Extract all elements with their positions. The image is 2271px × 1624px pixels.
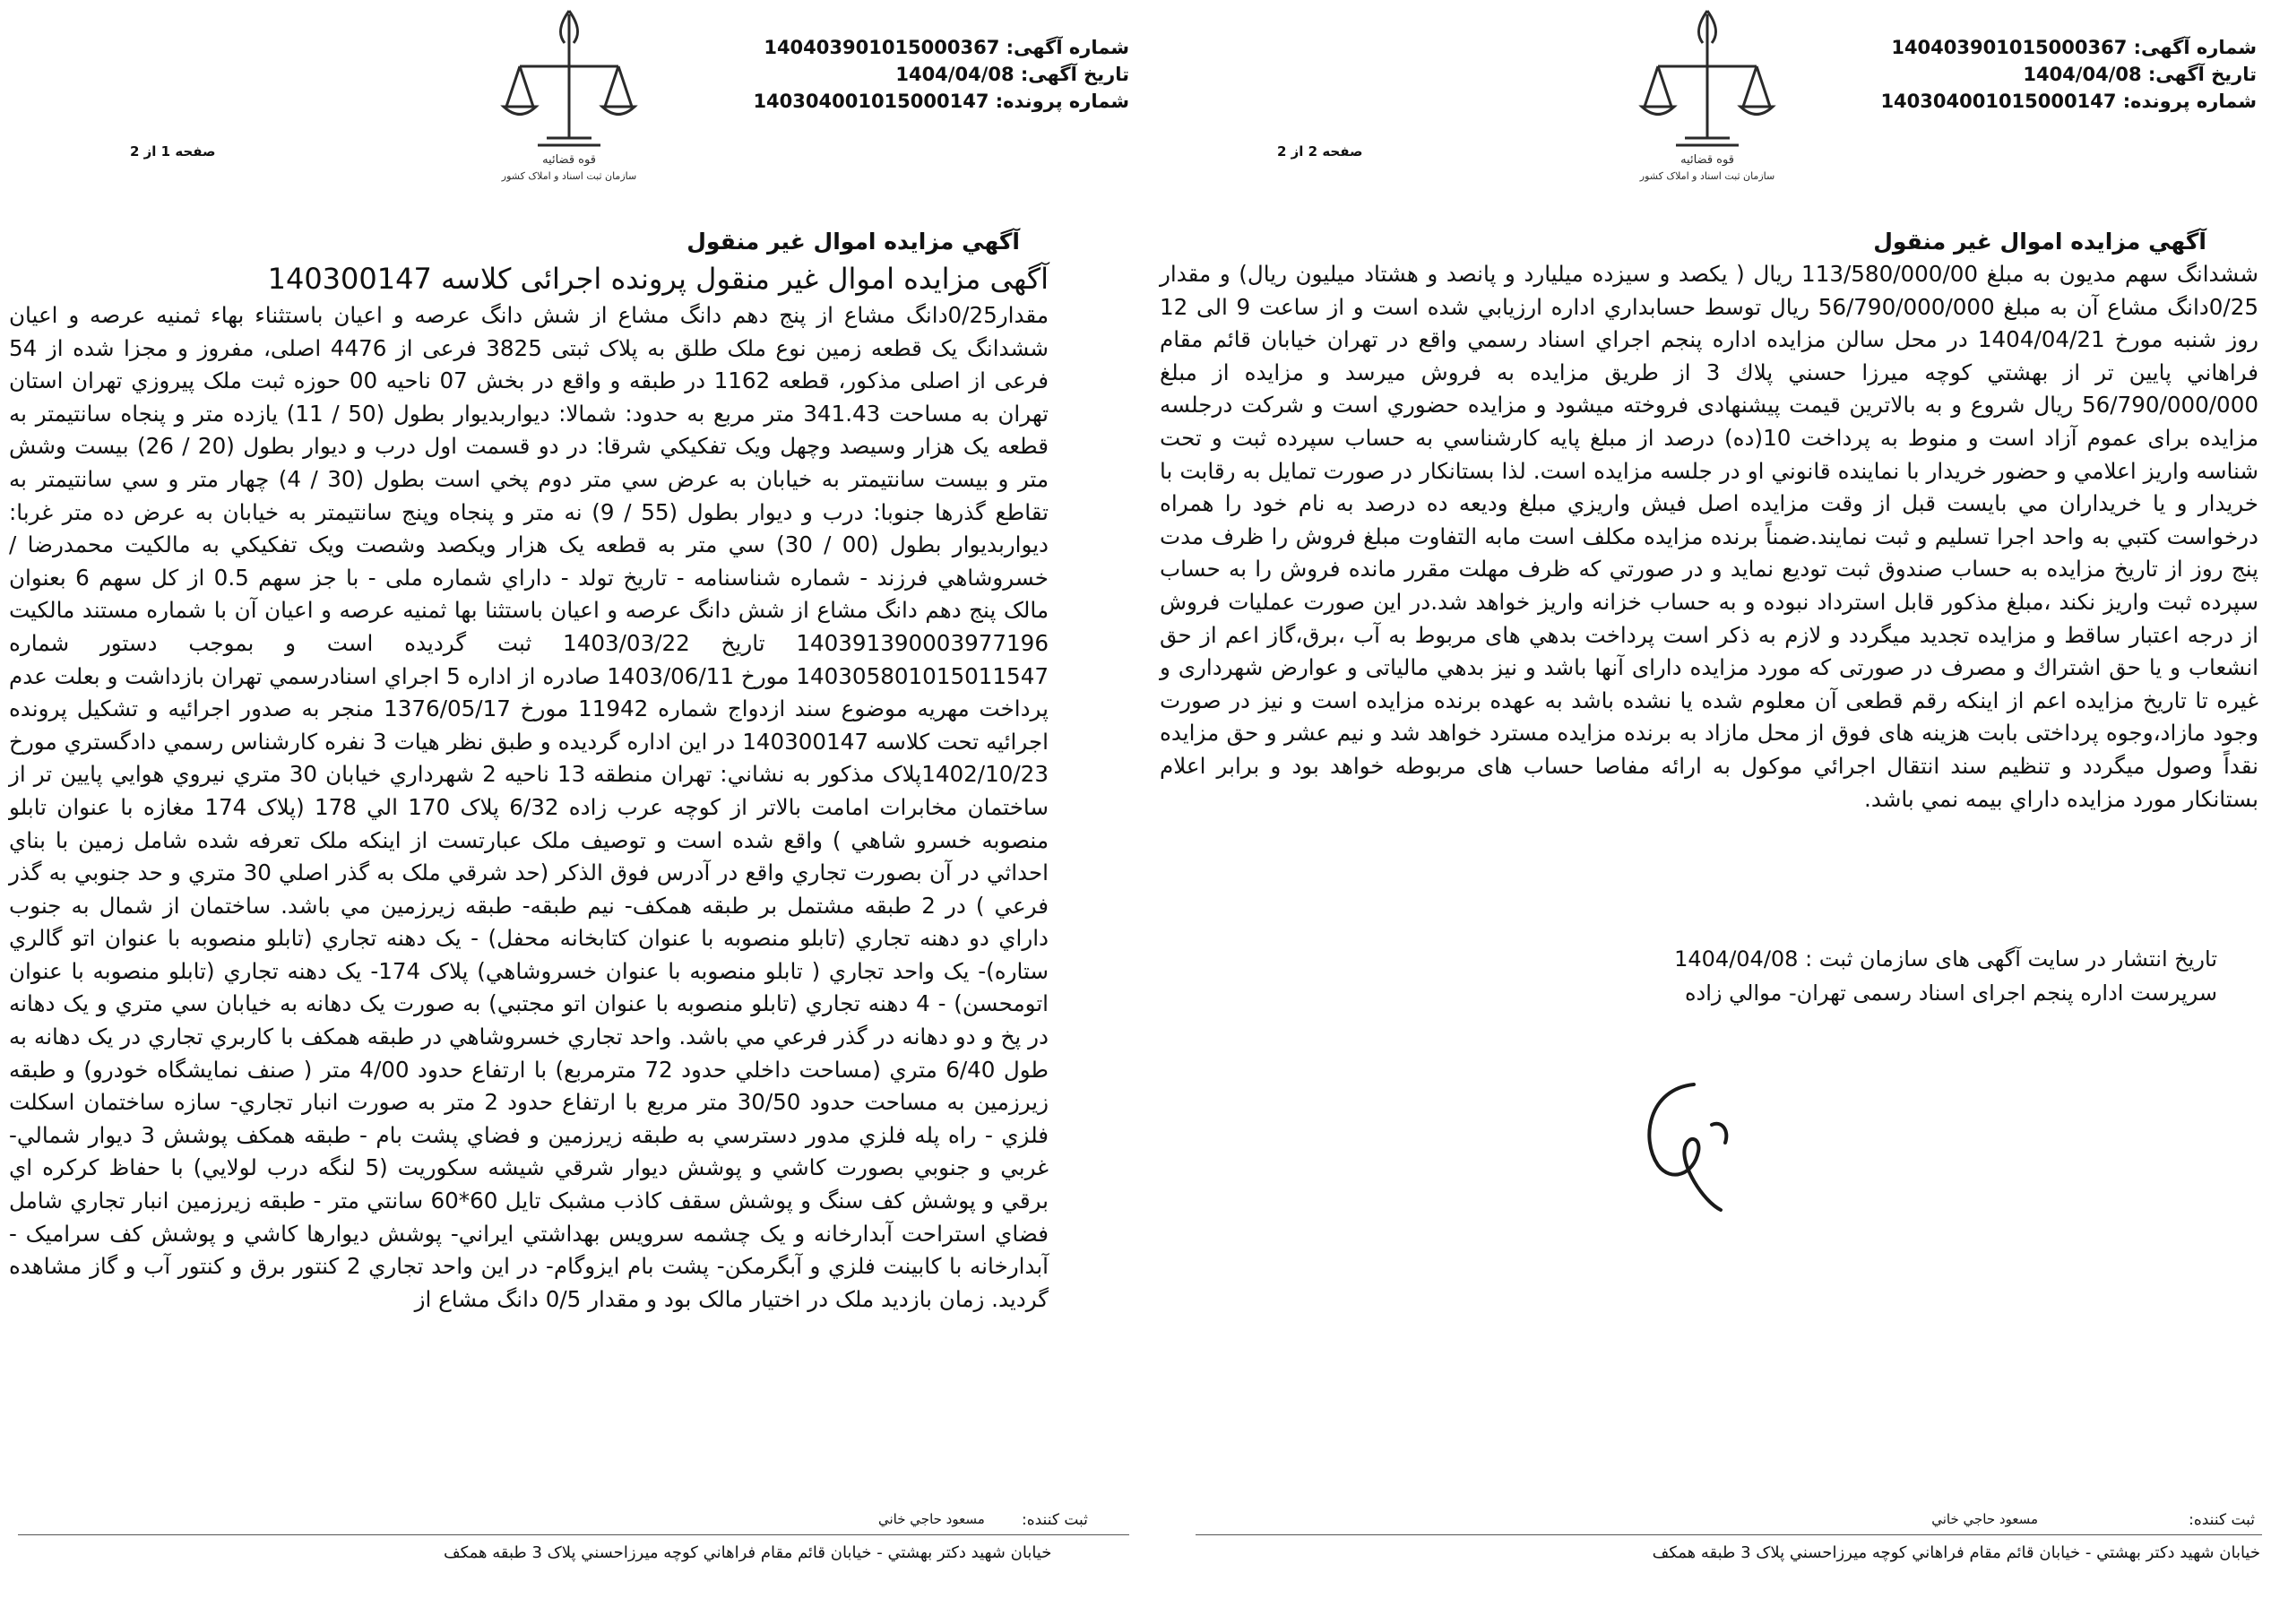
emblem-caption-bottom: سازمان ثبت اسناد و املاک کشور [1639,170,1775,182]
office-address: خيابان شهيد دكتر بهشتي - خيابان قائم مقام فراهاني كوچه ميرزاحسني پلاک 3 طبقه همكف [1652,1543,2260,1562]
judiciary-scales-emblem-icon [1631,4,1783,183]
notice-number-row [1880,34,2257,61]
notice-number-label: شماره آگهی: [2133,37,2257,58]
page-title: آگهي مزايده اموال غير منقول [1873,229,2206,255]
notice-date-row [1880,61,2257,88]
emblem-caption-bottom: سازمان ثبت اسناد و املاک کشور [501,170,637,182]
publish-date-line: تاريخ انتشار در سايت آگهی های سازمان ثبت : 1404/04/08 [1674,946,2217,972]
notice-page-2 [1147,0,2271,1624]
registrar-label: ثبت کننده: [2189,1511,2255,1529]
emblem-caption-top: قوه قضائیه [1680,153,1734,167]
case-number-row [735,88,1129,115]
case-number: 140304001015000147 [753,91,989,112]
notice-number: 140403901015000367 [1891,37,2128,58]
case-number-label: شماره پرونده: [995,91,1129,112]
page-subtitle: آگهی مزایده اموال غیر منقول پرونده اجرائی کلاسه 140300147 [267,262,1049,296]
emblem-caption-top: قوه قضائیه [542,153,596,167]
case-number-row [1880,88,2257,115]
supervisor-line: سرپرست اداره پنجم اجراى اسناد رسمى تهران- موالي زاده [1684,980,2217,1006]
registrar-name: مسعود حاجي خاني [878,1511,985,1527]
page-number: صفحه 2 از 2 [1277,143,1363,160]
notice-body-text: ششدانگ سهم مديون به مبلغ 113/580/000/00 ريال ( يكصد و سيزده ميليارد و پانصد و هشتاد ميليون ريال) و مقدار 0/25دانگ مشاع آن به مبلغ 56/790/000/000 ريال توسط حسابداري اداره ارزيابي شده است و از ساعت 9 الى 12 روز شنبه مورخ 1404/04/21 در محل سالن مزايده اداره پنجم اجراي اسناد رسمي واقع در تهران خيابان قائم مقام فراهاني پايين تر از بهشتي كوچه ميرزا حسني پلاك 3 از طريق مزايده به فروش ميرسد و مزايده از مبلغ 56/790/000/000 ريال شروع و به بالاترين قيمت پيشنهادى فروخته ميشود و مزايده حضوري است و شركت درجلسه مزايده براى عموم آزاد است و منوط به پرداخت 10(ده) درصد از مبلغ پايه كارشناسي به حساب سپرده ثبت و تحت شناسه واريز اعلامي و حضور خريدار با نماينده قانوني او در جلسه مزايده است. لذا بستانكار در صورت تمايل به رقابت با خريدار و يا خريداران مي بايست قبل از وقت مزايده اصل فيش واريزي مبلغ وديعه ده درصد به نام خود را همراه درخواست كتبي به واحد اجرا تسليم و ثبت نمايند.ضمناً برنده مزايده مكلف است مابه التفاوت مبلغ فروش را ظرف مدت پنج روز از تاريخ مزايده به حساب صندوق ثبت توديع نمايد و در صورتي كه ظرف مهلت مقرر مانده فروش را به حساب سپرده ثبت واريز نكند ،مبلغ مذكور قابل استرداد نبوده و به حساب خزانه واريز خواهد شد.در اين صورت عمليات فروش از درجه اعتبار ساقط و مزايده تجديد ميگردد و لازم به ذكر است پرداخت بدهي هاى مربوط به آب ،برق،گاز اعم از حق انشعاب و يا حق اشتراك و مصرف در صورتى كه مورد مزايده داراى آنها باشد و نيز بدهي مالياتى و عوارض شهردارى و غيره تا تاريخ مزايده اعم از اينكه رقم قطعى آن معلوم شده يا نشده باشد به عهده برنده مزايده است و نيز در صورت وجود مازاد،وجوه پرداختى بابت هزينه هاى فوق از محل مازاد به برنده مزايده مسترد خواهد شد و نيم عشر و حق مزايده نقداً وصول ميگردد و تنظيم سند انتقال اجرائي موكول به ارائه مفاصا حساب هاى مربوطه خواهد بود و برابر اعلام بستانكار مورد مزايده داراي بيمه نمي باشد. [1160,261,2259,812]
page-number: صفحه 1 از 2 [130,143,216,160]
notice-number-label: شماره آگهی: [1006,37,1129,58]
signature-icon [1586,1058,1766,1223]
footer-divider [1196,1534,2262,1535]
case-number: 140304001015000147 [1880,91,2117,112]
notice-date: 1404/04/08 [2023,64,2142,85]
registrar-label: ثبت کننده: [1022,1511,1088,1529]
notice-meta [735,34,1129,115]
notice-date: 1404/04/08 [895,64,1015,85]
page-title: آگهي مزايده اموال غير منقول [686,229,1020,255]
notice-date-row [735,61,1129,88]
notice-meta [1880,34,2257,115]
judiciary-scales-emblem-icon [493,4,645,183]
notice-date-label: تاریخ آگهی: [1020,64,1129,85]
notice-body-text: مقدار0/25دانگ مشاع از پنج دهم دانگ مشاع از شش دانگ عرصه و اعيان باستثناء بهاء ثمنيه عرصه و اعيان ششدانگ يک قطعه زمين نوع ملک طلق به پلاک ثبتی 3825 فرعی از 4476 اصلی، مفروز و مجزا شده از 54 فرعی از اصلی مذکور، قطعه 1162 در طبقه و واقع در بخش 07 ناحيه 00 حوزه ثبت ملک پيروزي تهران استان تهران به مساحت 341.43 متر مربع به حدود: شمالا: ديواربديوار بطول (50 / 11) يازده متر و پنجاه سانتيمتر به قطعه يک هزار وسيصد وچهل ويک تفکيکي شرقا: در دو قسمت اول درب و ديوار بطول (20 / 26) بيست وشش متر و بيست سانتيمتر به خيابان به عرض سي متر دوم پخي است بطول (30 / 4) چهار متر و سي سانتيمتر به تقاطع گذرها جنوبا: درب و ديوار بطول (55 / 9) نه متر و پنجاه وپنج سانتيمتر به خيابان به عرض ده متر غربا: ديواربديوار بطول (00 / 30) سي متر به قطعه يک هزار ويکصد وشصت ويک تفکيکي به مالکيت محمدرضا / خسروشاهي فرزند - شماره شناسنامه - تاريخ تولد - داراي شماره ملی - با جز سهم 0.5 از کل سهم 6 بعنوان مالک پنج دهم دانگ مشاع از شش دانگ عرصه و اعيان باستثنا بها ثمنيه عرصه و اعيان آن با شماره مستند مالکيت 140391390003977196 تاريخ 1403/03/22 ثبت گرديده است و بموجب دستور شماره 140305801015011547 مورخ 1403/06/11 صادره از اداره 5 اجراي اسنادرسمي تهران بازداشت و بعلت عدم پرداخت مهريه موضوع سند ازدواج شماره 11942 مورخ 1376/05/17 منجر به صدور اجرائيه و تشكيل پرونده اجرائيه تحت كلاسه 140300147 در اين اداره گرديده و طبق نظر هيات 3 نفره كارشناس رسمي دادگستري مورخ 1402/10/23پلاک مذكور به نشاني: تهران منطقه 13 ناحيه 2 شهرداري خيابان 30 متري نيروي هوايي پايين تر از ساختمان مخابرات امامت بالاتر از كوچه عرب زاده 6/32 پلاک 170 الي 178 (پلاک 174 مغازه با عنوان تابلو منصوبه خسرو شاهي ) واقع شده است و توصيف ملک عبارتست از اينكه ملک تعرفه شده شامل زمين با بناي احداثي در آن بصورت تجاري واقع در آدرس فوق الذكر (حد شرقي ملک به گذر اصلي 30 متري و حد جنوبي به گذر فرعي ) در 2 طبقه مشتمل بر طبقه همكف- نيم طبقه- طبقه زيرزمين مي باشد. ساختمان از شمال به جنوب داراي دو دهنه تجاري (تابلو منصوبه با عنوان كتابخانه محفل) - يک دهنه تجاري (تابلو منصوبه با عنوان اتو گالري ستاره)- يک واحد تجاري ( تابلو منصوبه با عنوان خسروشاهي) پلاک 174- يک دهنه تجاري (تابلو منصوبه با عنوان اتومحسن) - 4 دهنه تجاري (تابلو منصوبه با عنوان اتو مجتبي) به صورت يک دهانه به خيابان سي متري و يک دهانه در پخ و دو دهانه در گذر فرعي مي باشد. واحد تجاري خسروشاهي در طبقه همكف با كاربري تجاري در يک دهانه به طول 6/40 متري (مساحت داخلي حدود 72 مترمربع) با ارتفاع حدود 4/00 متر ( صنف نمايشگاه خودرو) و طبقه زيرزمين به مساحت حدود 30/50 متر مربع با ارتفاع حدود 2 متر به صورت انبار تجاري- سازه ساختمان اسكلت فلزي - راه پله فلزي مدور دسترسي به طبقه زيرزمين و فضاي پشت بام - طبقه همكف پوشش 3 ديوار شمالي- غربي و جنوبي بصورت كاشي و پوشش ديوار شرقي شيشه سكوريت (5 لنگه درب لولايي) با حفاظ كركره اي برقي و پوشش كف سنگ و پوشش سقف كاذب مشبک تايل 60*60 سانتي متر - طبقه زيرزمين انبار تجاري شامل فضاي استراحت آبدارخانه و يک چشمه سرويس بهداشتي ايراني- پوشش ديوارها كاشي و پوشش كف سراميک - آبدارخانه با كابينت فلزي و آبگرمكن- پشت بام ايزوگام- در اين واحد تجاري 2 كنتور برق و كنتور آب و گاز مشاهده گرديد. زمان بازديد ملک در اختيار مالک بود و مقدار 0/5 دانگ مشاع از [9,302,1049,1312]
registrar-name: مسعود حاجي خاني [1931,1511,2038,1527]
office-address: خيابان شهيد دكتر بهشتي - خيابان قائم مقام فراهاني كوچه ميرزاحسني پلاک 3 طبقه همكف [444,1543,1052,1562]
notice-number: 140403901015000367 [764,37,1000,58]
footer-divider [18,1534,1129,1535]
notice-date-label: تاریخ آگهی: [2147,64,2257,85]
case-number-label: شماره پرونده: [2122,91,2257,112]
notice-number-row [735,34,1129,61]
